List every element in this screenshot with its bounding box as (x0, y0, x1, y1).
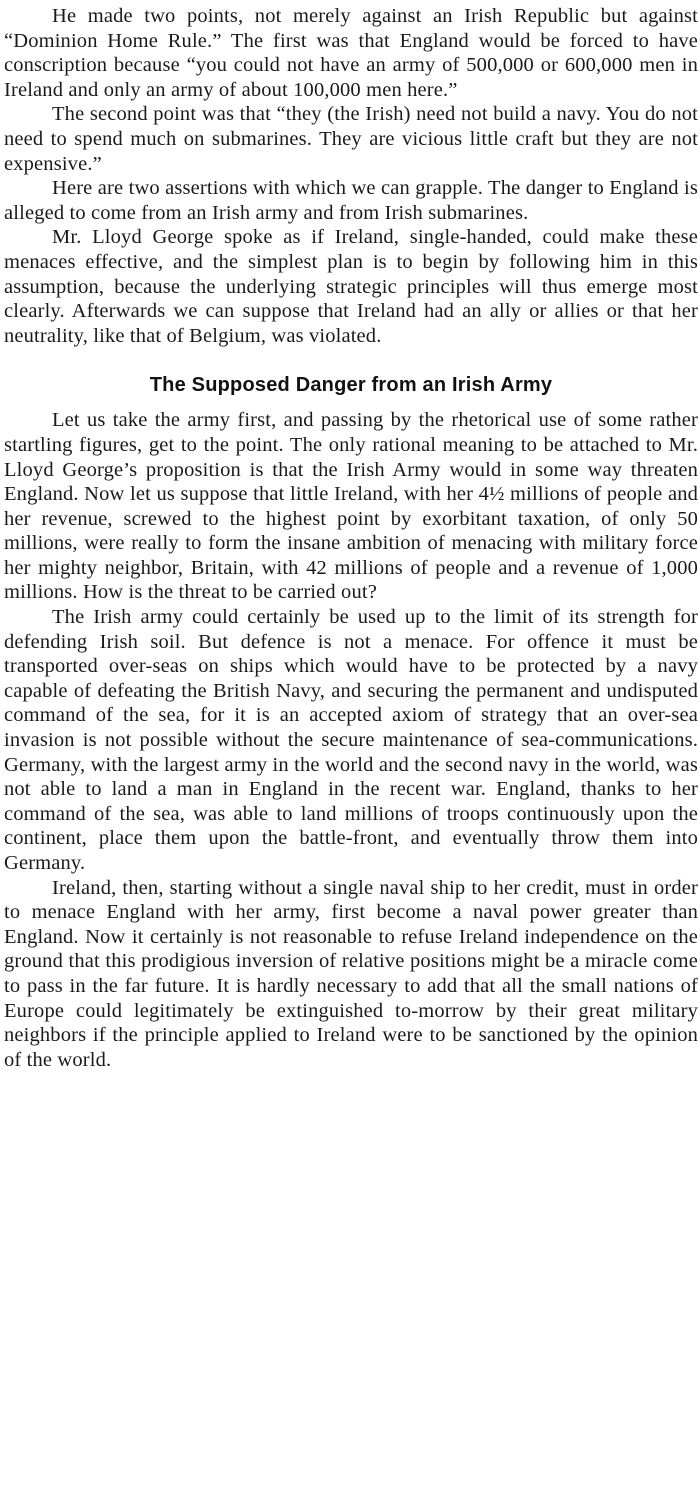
paragraph-naval-power: Ireland, then, starting without a single naval ship to her credit, must in order to menace England with her army, first become a naval power greater than England. Now it certainly is not reasonable to refuse Ireland independence on the ground that this prodigious inversion of relative positions might be a miracle come to pass in the far future. It is hardly necessary to add that all the small nations of Europe could legitimately be extinguished to-morrow by their great military neighbors if the principle applied to Ireland were to be sanctioned by the opinion of the world. (4, 876, 698, 1071)
paragraph-two-assertions: Here are two assertions with which we can grapple. The danger to England is alleged to come from an Irish army and from Irish submarines. (4, 177, 698, 224)
section-heading: The Supposed Danger from an Irish Army (149, 374, 553, 397)
paragraph-irish-army-defence: The Irish army could certainly be used up to the limit of its strength for defending Irish soil. But defence is not a menace. For offence it must be transported over-seas on ships which would have to be protected by a navy capable of defeating the British Navy, and securing the permanent and undisputed command of the sea, for it is an accepted axiom of strategy that an over-sea invasion is not possible without the secure maintenance of sea-communications. Germany, with the largest army in the world and the second navy in the world, was not able to land a man in England in the recent war. England, thanks to her command of the sea, was able to land millions of troops continuously upon the continent, place them upon the battle-front, and eventually throw them into Germany. (4, 606, 698, 874)
paragraph-two-points: He made two points, not merely against an Irish Republic but against “Dominion Home Rule.” The first was that England would be forced to have conscription because “you could not have an army of 500,000 or 600,000 men in Ireland and only an army of about 100,000 men here.” (4, 5, 698, 101)
paragraph-single-handed: Mr. Lloyd George spoke as if Ireland, single-handed, could make these menaces effective, and the simplest plan is to begin by following him in this assumption, because the underlying strategic principles will thus emerge most clearly. Afterwards we can suppose that Ireland had an ally or allies or that her neutrality, like that of Belgium, was violated. (4, 226, 698, 347)
paragraph-second-point: The second point was that “they (the Irish) need not build a navy. You do not need to spend much on submarines. They are vicious little craft but they are not expensive.” (4, 103, 698, 175)
paragraph-army-first: Let us take the army first, and passing by the rhetorical use of some rather startling figures, get to the point. The only rational meaning to be attached to Mr. Lloyd George’s proposition is that the Irish Army would in some way threaten England. Now let us suppose that little Ireland, with her 4½ millions of people and her revenue, screwed to the highest point by exorbitant taxation, of only 50 millions, were really to form the insane ambition of menacing with military force her mighty neighbor, Britain, with 42 millions of people and a revenue of 1,000 millions. How is the threat to be carried out? (4, 409, 698, 604)
